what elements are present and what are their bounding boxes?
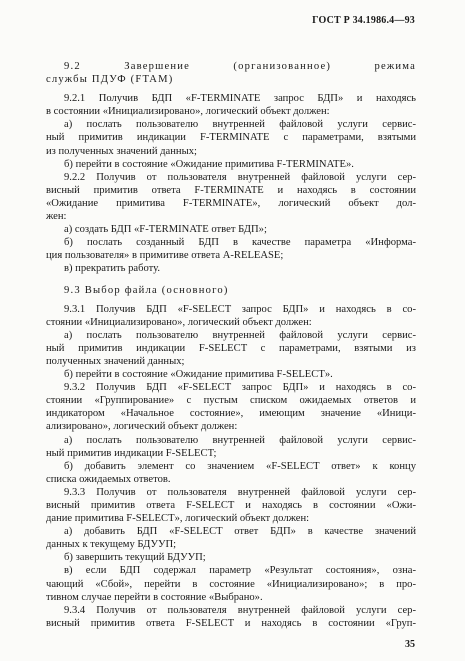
text-line: жен:: [46, 211, 67, 223]
text-line: висный примитив ответа F-SELECT и находясь в состоянии «Ожи-: [46, 500, 416, 511]
text-line: тивном случае перейти в состояние «Выбрано».: [46, 591, 263, 603]
text-line: висный примитив ответа F-SELECT и находясь в состоянии «Груп-: [46, 617, 416, 629]
text-line: дание примитива F-SELECT», логический объект должен:: [46, 513, 310, 525]
text-line: б) послать созданный БДП в качестве параметра «Информа-: [64, 237, 416, 249]
text-line: а) послать пользователю внутренней файловой услуги сервис-: [64, 329, 416, 341]
section-heading: 9.2 Завершение (организованное) режима: [64, 61, 416, 72]
text-line: чающий «Сбой», перейти в состояние «Инициализировано»; в про-: [46, 578, 416, 590]
text-line: б) перейти в состояние «Ожидание примитива F-SELECT».: [64, 369, 333, 381]
text-line: 9.3.1 Получив БДП «F-SELECT запрос БДП» и находясь в со-: [64, 303, 416, 315]
text-line: в состоянии «Инициализировано», логический объект должен:: [46, 106, 330, 118]
section-heading: 9.3 Выбор файла (основного): [64, 284, 229, 296]
text-line: данных к текущему БДУУП;: [46, 539, 177, 551]
text-line: ный примитив индикации F-SELECT;: [46, 447, 217, 459]
text-line: 9.3.2 Получив БДП «F-SELECT запрос БДП» и находясь в со-: [64, 382, 416, 394]
text-line: 9.3.3 Получив от пользователя внутренней файловой услуги сер-: [64, 486, 416, 498]
text-line: ализировано», логический объект должен:: [46, 421, 238, 433]
text-line: а) добавить БДП «F-SELECT ответ БДП» в качестве значений: [64, 526, 416, 538]
text-line: а) создать БДП «F-TERMINATE ответ БДП»;: [64, 224, 267, 236]
page-body: [46, 60, 416, 630]
text-line: 9.3.4 Получив от пользователя внутренней файловой услуги сер-: [64, 604, 416, 616]
text-line: 9.2.2 Получив от пользователя внутренней файловой услуги сер-: [64, 171, 416, 183]
page-number: 35: [405, 639, 415, 650]
text-line: стоянии «Группирование» с пустым списком ожидаемых ответов и: [46, 395, 416, 407]
text-line: б) добавить элемент со значением «F-SELECT ответ» к концу: [64, 460, 416, 472]
section-heading: службы ПДУФ (FTAM): [46, 74, 174, 86]
text-line: в) если БДП содержал параметр «Результат состояния», озна-: [64, 565, 416, 577]
text-line: а) послать пользователю внутренней файловой услуги сервис-: [64, 434, 416, 446]
text-line: в) прекратить работу.: [64, 263, 161, 275]
text-line: полученных значений данных;: [46, 355, 185, 367]
text-line: висный примитив ответа F-TERMINATE и находясь в состоянии: [46, 184, 416, 196]
text-line: списка ожидаемых ответов.: [46, 473, 171, 485]
text-line: а) послать пользователю внутренней файловой услуги сервис-: [64, 119, 416, 131]
text-line: 9.2.1 Получив БДП «F-TERMINATE запрос БДП» и находясь: [64, 93, 416, 105]
text-line: б) перейти в состояние «Ожидание примитива F-TERMINATE».: [64, 158, 354, 170]
text-line: индикатором «Начальное состояние», имеющим значение «Иници-: [46, 408, 416, 420]
text-line: б) завершить текущий БДУУП;: [64, 552, 206, 564]
text-line: ный примитив индикации F-SELECT с параметрами, взятыми из: [46, 342, 416, 354]
text-line: стоянии «Инициализировано», логический объект должен:: [46, 316, 312, 328]
page-header: ГОСТ Р 34.1986.4—93: [312, 15, 415, 26]
text-line: из полученных значений данных;: [46, 145, 197, 157]
text-line: «Ожидание примитива F-TERMINATE», логический объект дол-: [46, 197, 416, 209]
text-line: ция пользователя» в примитиве ответа A-RELEASE;: [46, 250, 284, 262]
text-line: ный примитив индикации F-TERMINATE с параметрами, взятыми: [46, 132, 416, 144]
